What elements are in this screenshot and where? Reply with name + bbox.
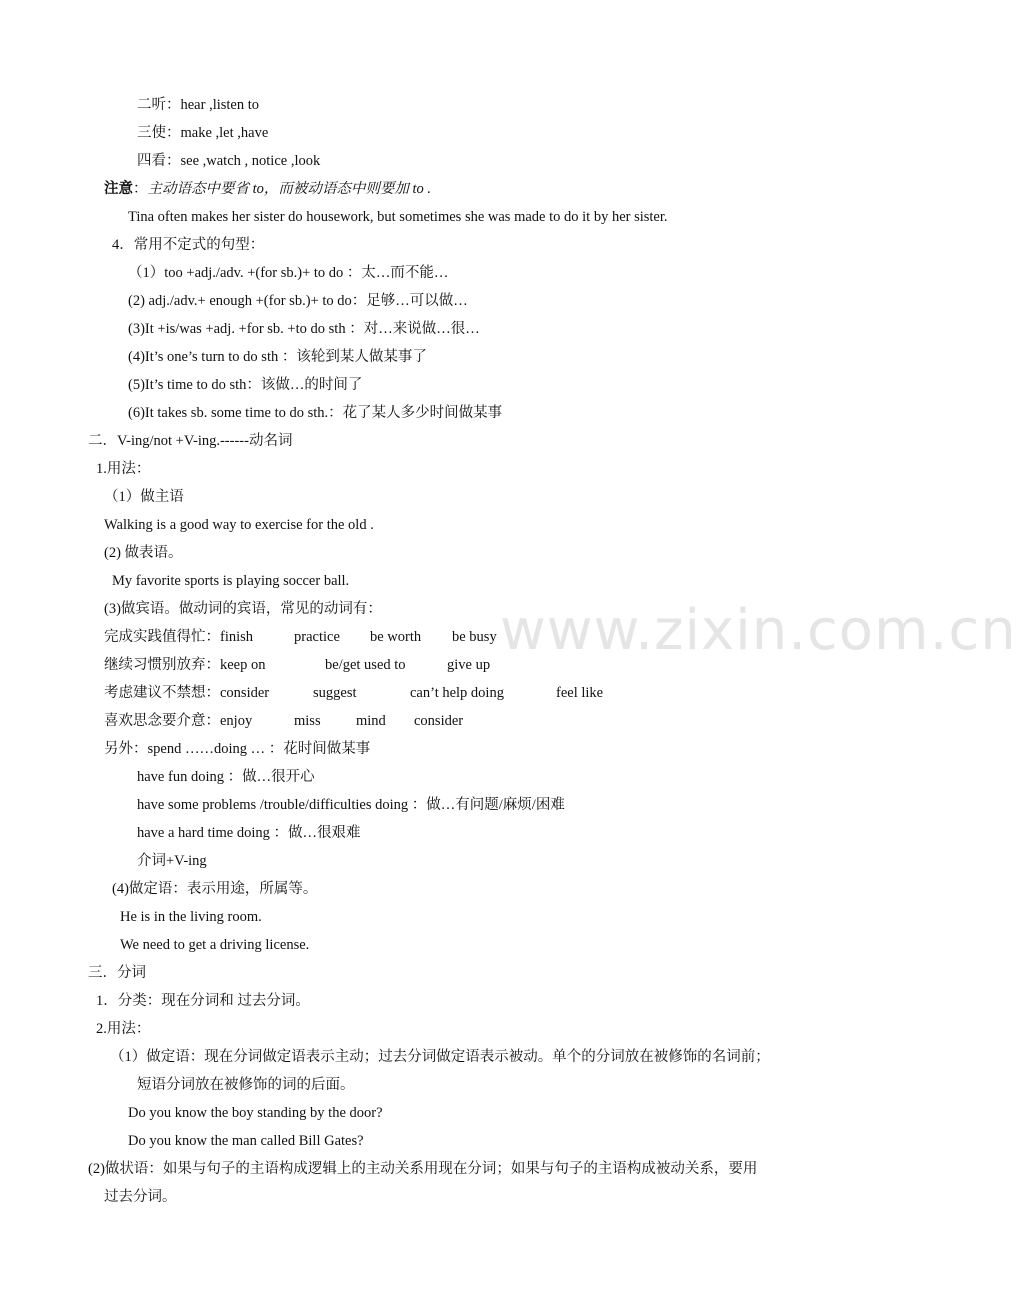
- example-living-room: He is in the living room.: [120, 909, 262, 925]
- example-favorite-sports: My favorite sports is playing soccer ball.: [112, 573, 350, 589]
- verb-row-keep-on: [104, 655, 491, 675]
- participle-adverbial-rule: (2)做状语：如果与句子的主语构成逻辑上的主动关系用现在分词；如果与句子的主语构成被动关系，要用: [88, 1161, 758, 1177]
- verb-item: 继续习惯别放弃：keep on: [104, 657, 266, 673]
- watermark: www.zixin.com.cn: [500, 598, 1017, 663]
- pattern-2: (2) adj./adv.+ enough +(for sb.)+ to do：足够…可以做…: [128, 293, 468, 309]
- verb-item: can’t help doing: [410, 685, 504, 701]
- verb-row-finish: [104, 627, 497, 647]
- participle-classification: 1．分类：现在分词和 过去分词。: [96, 993, 310, 1009]
- phrase-have-fun: have fun doing ：做…很开心: [137, 769, 315, 785]
- line-three-make: 三使：make ,let ,have: [137, 125, 269, 141]
- phrase-preposition-ving: 介词+V-ing: [137, 853, 207, 869]
- usage-object: (3)做宾语。做动词的宾语，常见的动词有：: [104, 601, 382, 617]
- note-colon: ：: [133, 181, 148, 197]
- section-participle-heading: 三．分词: [88, 965, 146, 981]
- verb-row-enjoy: [104, 711, 464, 731]
- note-text: 主动语态中要省 to，而被动语态中则要加 to .: [147, 181, 432, 197]
- verb-item: practice: [294, 629, 340, 645]
- pattern-4: (4)It’s one’s turn to do sth ：该轮到某人做某事了: [128, 349, 427, 365]
- usage-predicative: (2) 做表语。: [104, 545, 183, 561]
- heading-infinitive-patterns: 4．常用不定式的句型：: [112, 237, 265, 253]
- verb-item: suggest: [313, 685, 357, 701]
- example-boy-standing: Do you know the boy standing by the door?: [128, 1105, 383, 1121]
- phrase-hard-time: have a hard time doing ：做…很艰难: [137, 825, 361, 841]
- participle-attribute-rule: （1）做定语：现在分词做定语表示主动；过去分词做定语表示被动。单个的分词放在被修饰的名词前；: [110, 1049, 770, 1065]
- verb-row-consider: [104, 683, 604, 703]
- pattern-1: （1）too +adj./adv. +(for sb.)+ to do ：太…而不能…: [128, 265, 449, 281]
- pattern-6: (6)It takes sb. some time to do sth.：花了某人多少时间做某事: [128, 405, 503, 421]
- usage-attribute: (4)做定语：表示用途，所属等。: [112, 881, 318, 897]
- verb-item: mind: [356, 713, 386, 729]
- example-walking: Walking is a good way to exercise for the old .: [104, 517, 374, 533]
- verb-item: be/get used to: [325, 657, 406, 673]
- participle-usage-heading: 2.用法：: [96, 1021, 151, 1037]
- participle-attribute-rule-cont: 短语分词放在被修饰的词的后面。: [137, 1077, 355, 1093]
- line-two-listen: 二听：hear ,listen to: [137, 97, 260, 113]
- usage-subject: （1）做主语: [104, 489, 184, 505]
- verb-item: feel like: [556, 685, 604, 701]
- note-line: [104, 179, 431, 199]
- participle-adverbial-rule-cont: 过去分词。: [104, 1189, 177, 1205]
- verb-item: miss: [294, 713, 321, 729]
- usage-heading: 1.用法：: [96, 461, 151, 477]
- example-tina: Tina often makes her sister do housework, but sometimes she was made to do it by her sister.: [128, 209, 668, 225]
- phrase-spend: 另外：spend ……doing … ：花时间做某事: [104, 741, 371, 757]
- verb-item: 考虑建议不禁想：consider: [104, 685, 270, 701]
- example-bill-gates: Do you know the man called Bill Gates?: [128, 1133, 364, 1149]
- verb-item: 喜欢思念要介意：enjoy: [104, 713, 253, 729]
- phrase-have-problems: have some problems /trouble/difficulties doing ：做…有问题/麻烦/困难: [137, 797, 565, 813]
- verb-item: give up: [447, 657, 491, 673]
- note-label: 注意: [104, 181, 133, 197]
- verb-item: 完成实践值得忙：finish: [104, 629, 254, 645]
- verb-item: consider: [414, 713, 464, 729]
- section-gerund-heading: 二．V-ing/not +V-ing.------动名词: [88, 433, 293, 449]
- verb-item: be worth: [370, 629, 422, 645]
- line-four-see: 四看：see ,watch , notice ,look: [137, 153, 321, 169]
- pattern-3: (3)It +is/was +adj. +for sb. +to do sth ：对…来说做…很…: [128, 321, 480, 337]
- example-driving-license: We need to get a driving license.: [120, 937, 310, 953]
- verb-item: be busy: [452, 629, 497, 645]
- pattern-5: (5)It’s time to do sth：该做…的时间了: [128, 377, 363, 393]
